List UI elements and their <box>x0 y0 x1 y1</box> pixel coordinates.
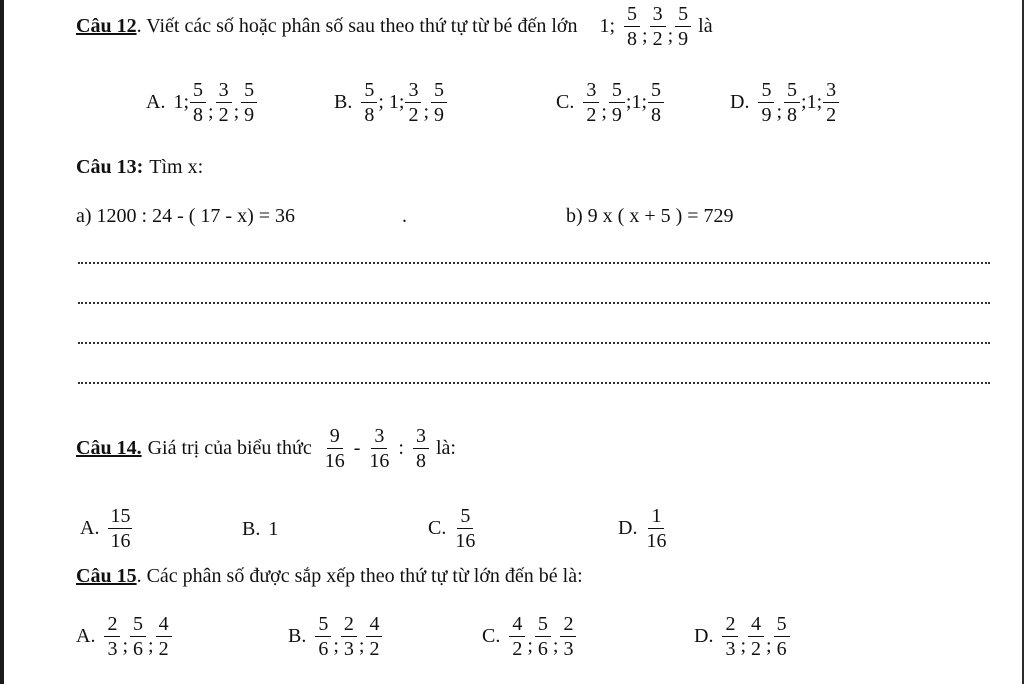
fraction-numerator: 5 <box>315 614 331 637</box>
fraction-numerator: 2 <box>722 614 738 637</box>
fraction-numerator: 5 <box>774 614 790 637</box>
option-letter: A. <box>146 91 166 113</box>
fraction <box>315 614 331 659</box>
q14-option-b[interactable] <box>242 518 278 541</box>
separator: ; <box>740 635 747 657</box>
fraction-numerator: 3 <box>583 80 599 103</box>
operator: - <box>353 437 361 459</box>
fraction <box>748 614 764 659</box>
fraction-denominator: 9 <box>611 104 622 126</box>
page-left-edge <box>0 0 4 684</box>
q14-option-c[interactable] <box>428 506 476 551</box>
question-14-label: Câu 14. <box>76 437 142 459</box>
fraction-numerator: 4 <box>748 614 764 637</box>
fraction-numerator: 3 <box>405 80 421 103</box>
question-13-header <box>76 156 203 179</box>
q12-option-a[interactable] <box>146 80 258 125</box>
separator: ; <box>552 635 559 657</box>
fraction-numerator: 3 <box>823 80 839 103</box>
fraction-numerator: 5 <box>624 4 640 27</box>
fraction-numerator: 5 <box>758 80 774 103</box>
fraction-numerator: 5 <box>535 614 551 637</box>
fraction-numerator: 3 <box>650 4 666 27</box>
fraction-denominator: 6 <box>318 638 329 660</box>
fraction-denominator: 8 <box>415 450 426 472</box>
fraction-numerator: 4 <box>366 614 382 637</box>
fraction <box>758 80 774 125</box>
fraction-denominator: 6 <box>776 638 787 660</box>
fraction-denominator: 9 <box>761 104 772 126</box>
fraction <box>650 4 666 49</box>
fraction-denominator: 16 <box>646 530 667 552</box>
question-14-expression <box>324 426 430 471</box>
q14-option-a[interactable] <box>80 506 133 551</box>
separator: ; <box>333 635 339 657</box>
question-13-part-a-mark <box>402 205 407 228</box>
fraction <box>609 80 625 125</box>
q15-option-c[interactable] <box>482 614 577 659</box>
question-14-header <box>76 426 456 471</box>
fraction-numerator: 3 <box>413 426 429 449</box>
fraction-denominator: 2 <box>586 104 597 126</box>
question-14-text: Giá trị của biểu thức <box>147 437 312 459</box>
fraction <box>624 4 640 49</box>
question-15-label: Câu 15 <box>76 565 137 587</box>
option-letter: D. <box>694 625 714 647</box>
option-text: ;1; <box>801 91 823 113</box>
fraction-denominator: 3 <box>107 638 118 660</box>
operator: : <box>398 437 404 459</box>
fraction-numerator: 15 <box>110 505 131 527</box>
fraction-denominator: 8 <box>364 104 375 126</box>
fraction-numerator: 9 <box>327 426 343 449</box>
separator: ; <box>423 101 430 123</box>
fraction <box>774 614 790 659</box>
option-letter: C. <box>556 91 575 113</box>
q12-option-b[interactable] <box>334 80 448 125</box>
fraction <box>216 80 232 125</box>
question-12-header <box>76 4 713 49</box>
fraction-denominator: 16 <box>110 530 131 552</box>
fraction <box>509 614 525 659</box>
fraction-denominator: 9 <box>678 28 689 50</box>
fraction-numerator: 5 <box>190 80 206 103</box>
separator: ; <box>766 635 772 657</box>
question-13-part-a <box>76 205 295 228</box>
fraction <box>535 614 551 659</box>
fraction <box>369 426 389 471</box>
option-letter: B. <box>288 625 307 647</box>
question-13-part-b-expression: b) 9 x ( x + 5 ) = 729 <box>566 205 734 227</box>
q15-option-b[interactable] <box>288 614 383 659</box>
answer-line-2[interactable] <box>78 302 990 304</box>
q12-option-c[interactable] <box>556 80 665 125</box>
fraction <box>241 80 257 125</box>
question-12-tail: là <box>698 15 713 37</box>
fraction-numerator: 3 <box>216 80 232 103</box>
separator: ; <box>122 635 129 657</box>
q15-option-d[interactable] <box>694 614 791 659</box>
question-13-part-a-expression: a) 1200 : 24 - ( 17 - x) = 36 <box>76 205 296 227</box>
separator: ; <box>358 635 365 657</box>
question-13-text: Tìm x: <box>149 156 204 178</box>
fraction <box>431 80 447 125</box>
question-13-label: Câu 13: <box>76 156 144 178</box>
fraction <box>190 80 206 125</box>
fraction-denominator: 3 <box>563 638 574 660</box>
fraction <box>646 506 666 551</box>
fraction-numerator: 2 <box>341 614 357 637</box>
option-letter: C. <box>428 517 447 539</box>
fraction-denominator: 6 <box>537 638 548 660</box>
fraction-denominator: 2 <box>158 638 169 660</box>
q14-option-d[interactable] <box>618 506 667 551</box>
fraction <box>583 80 599 125</box>
option-letter: A. <box>80 517 100 539</box>
fraction-numerator: 5 <box>431 80 447 103</box>
fraction-denominator: 3 <box>343 638 354 660</box>
fraction <box>722 614 738 659</box>
fraction <box>823 80 839 125</box>
separator: ; <box>148 635 154 657</box>
option-letter: C. <box>482 625 501 647</box>
fraction <box>560 614 576 659</box>
answer-line-4[interactable] <box>78 382 990 384</box>
fraction-denominator: 9 <box>434 104 445 126</box>
option-letter: B. <box>334 91 353 113</box>
option-letter: A. <box>76 625 96 647</box>
fraction-denominator: 16 <box>369 450 390 472</box>
question-13-part-b <box>566 205 734 228</box>
option-text: ; 1; <box>378 91 405 113</box>
fraction <box>366 614 382 659</box>
separator: ; <box>233 101 240 123</box>
fraction-numerator: 2 <box>560 614 576 637</box>
fraction-denominator: 6 <box>133 638 144 660</box>
fraction <box>648 80 664 125</box>
fraction-denominator: 2 <box>751 638 762 660</box>
fraction-numerator: 4 <box>156 614 172 637</box>
separator: ; <box>667 25 674 47</box>
fraction-numerator: 5 <box>784 80 800 103</box>
question-14-tail: là: <box>435 437 456 459</box>
fraction-denominator: 8 <box>193 104 204 126</box>
fraction-denominator: 2 <box>652 28 663 50</box>
separator: ; <box>527 635 533 657</box>
fraction <box>405 80 421 125</box>
fraction <box>341 614 357 659</box>
fraction-numerator: 5 <box>675 4 691 27</box>
fraction-denominator: 2 <box>826 104 837 126</box>
fraction <box>455 506 475 551</box>
option-text: ;1; <box>625 91 648 113</box>
answer-line-3[interactable] <box>78 342 990 344</box>
option-letter: D. <box>618 517 638 539</box>
separator: ; <box>208 101 214 123</box>
fraction-numerator: 1 <box>648 506 664 529</box>
fraction-denominator: 8 <box>787 104 798 126</box>
separator: ; <box>776 101 783 123</box>
fraction-numerator: 3 <box>371 426 387 449</box>
question-12-text: . Viết các số hoặc phân số sau theo thứ tự từ bé đến lớn <box>136 15 578 37</box>
question-15-text: . Các phân số được sắp xếp theo thứ tự từ lớn đến bé là: <box>136 565 583 587</box>
separator: ; <box>601 101 607 123</box>
q12-option-d[interactable] <box>730 80 840 125</box>
fraction-denominator: 2 <box>369 638 380 660</box>
fraction-numerator: 4 <box>509 614 525 637</box>
option-letter: D. <box>730 91 750 113</box>
question-12-list-lead: 1; <box>599 15 616 37</box>
fraction-denominator: 16 <box>324 450 345 472</box>
fraction <box>104 614 120 659</box>
option-letter: B. <box>242 518 261 540</box>
option-value: 1 <box>268 518 279 540</box>
fraction-denominator: 9 <box>244 104 255 126</box>
fraction-numerator: 2 <box>104 614 120 637</box>
fraction-denominator: 2 <box>218 104 229 126</box>
fraction <box>130 614 146 659</box>
fraction-numerator: 5 <box>609 80 625 103</box>
fraction <box>361 80 377 125</box>
fraction-denominator: 2 <box>408 104 419 126</box>
fraction <box>108 506 132 551</box>
question-15-header <box>76 565 583 588</box>
fraction-numerator: 5 <box>130 614 146 637</box>
fraction-numerator: 5 <box>457 506 473 529</box>
fraction-denominator: 16 <box>455 530 476 552</box>
fraction <box>784 80 800 125</box>
question-12-fraction-list <box>623 4 692 49</box>
fraction-numerator: 5 <box>241 80 257 103</box>
fraction-numerator: 5 <box>648 80 664 103</box>
fraction-denominator: 8 <box>627 28 638 50</box>
fraction-numerator: 5 <box>361 80 377 103</box>
separator: ; <box>642 25 648 47</box>
fraction-denominator: 3 <box>725 638 736 660</box>
answer-line-1[interactable] <box>78 262 990 264</box>
fraction <box>675 4 691 49</box>
fraction <box>413 426 429 471</box>
fraction-denominator: 8 <box>651 104 662 126</box>
option-text: 1; <box>173 91 190 113</box>
fraction <box>325 426 345 471</box>
fraction <box>156 614 172 659</box>
question-12-label: Câu 12 <box>76 15 137 37</box>
question-13-part-a-dot: . <box>402 205 407 227</box>
q15-option-a[interactable] <box>76 614 173 659</box>
fraction-denominator: 2 <box>512 638 523 660</box>
